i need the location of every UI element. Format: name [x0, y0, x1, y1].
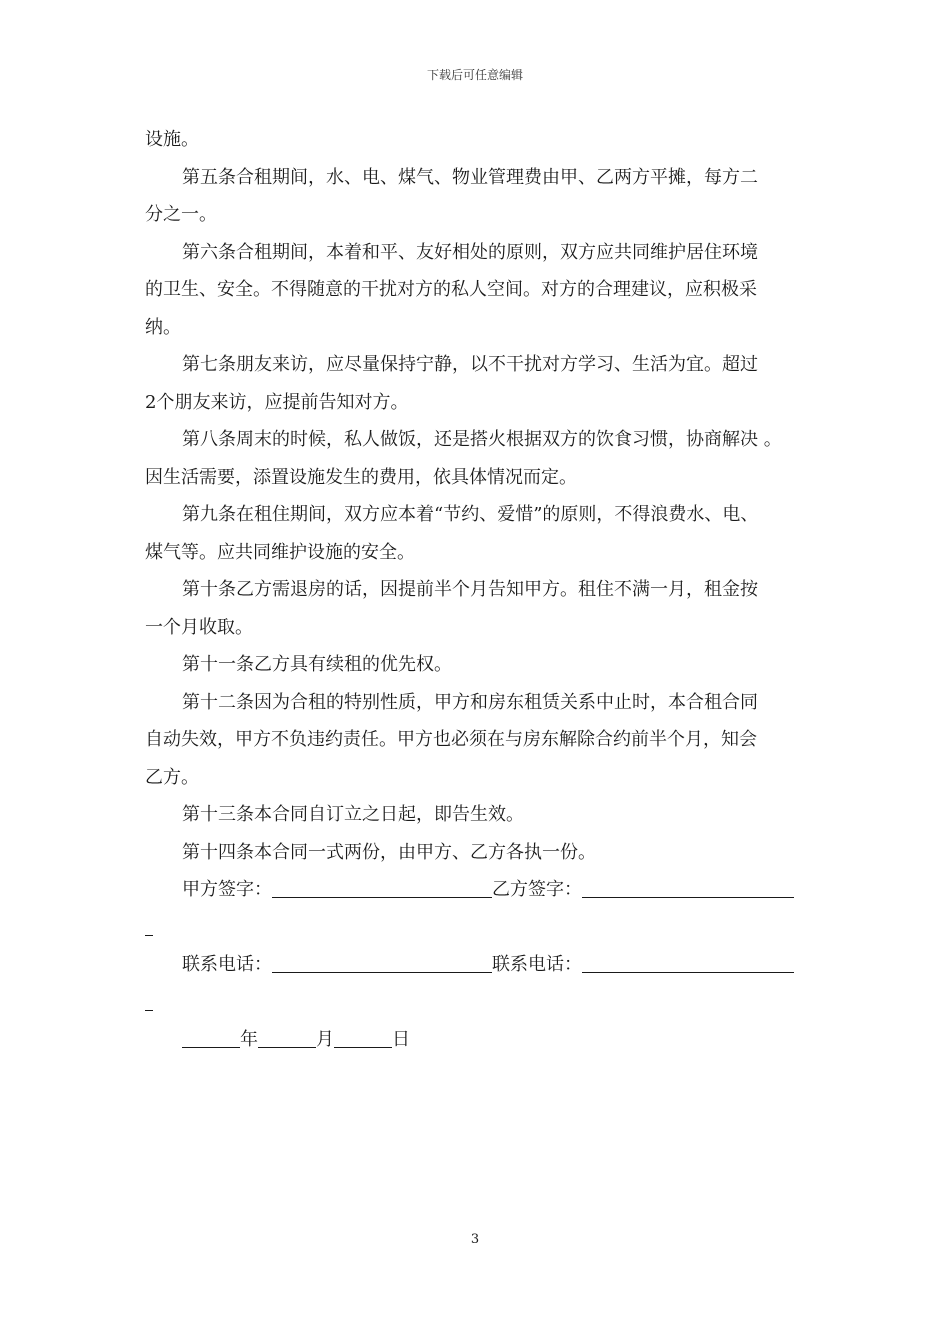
paragraph-line: 第五条合租期间，水、电、煤气、物业管理费由甲、乙两方平摊，每方二	[182, 166, 758, 188]
paragraph-line: 第十三条本合同自订立之日起，即告生效。	[182, 804, 524, 825]
paragraph-line: 乙方。	[145, 766, 199, 788]
clause-6	[145, 234, 815, 347]
clause-14	[145, 834, 815, 872]
clause-9	[145, 496, 815, 571]
paragraph-line: 的卫生、安全。不得随意的干扰对方的私人空间。对方的合理建议，应积极采	[145, 279, 757, 300]
party-b-signature-label: 乙方签字：	[492, 879, 582, 900]
month-blank	[258, 1027, 316, 1048]
party-a-phone-blank	[272, 952, 492, 973]
paragraph-line: 第八条周末的时候，私人做饭，还是搭火根据双方的饮食习惯，协商解决 。	[182, 429, 782, 450]
month-label: 月	[316, 1029, 334, 1050]
paragraph-line: 第六条合租期间，本着和平、友好相处的原则，双方应共同维护居住环境	[182, 241, 758, 263]
clause-10	[145, 571, 815, 646]
day-blank	[334, 1027, 392, 1048]
paragraph-line: 纳。	[145, 316, 181, 338]
phone-row	[145, 946, 815, 984]
paragraph-line: 自动失效，甲方不负违约责任。甲方也必须在与房东解除合约前半个月，知会	[145, 729, 757, 750]
paragraph-line: 煤气等。应共同维护设施的安全。	[145, 541, 415, 563]
paragraph-line: 第七条朋友来访，应尽量保持宁静，以不干扰对方学习、生活为宜。超过	[182, 354, 758, 375]
date-row	[145, 1021, 815, 1059]
paragraph-line: 第十二条因为合租的特别性质，甲方和房东租赁关系中止时，本合租合同	[182, 691, 758, 713]
underline-overflow	[145, 1010, 153, 1011]
signature-row	[145, 871, 815, 909]
underline-overflow	[145, 935, 153, 936]
party-a-phone-label: 联系电话：	[182, 954, 272, 975]
phone-row-wrap	[145, 984, 815, 1022]
clause-11	[145, 646, 815, 684]
party-b-phone-blank	[582, 952, 794, 973]
paragraph-line: 第十四条本合同一式两份，由甲方、乙方各执一份。	[182, 841, 596, 863]
paragraph-line: 第十一条乙方具有续租的优先权。	[182, 654, 452, 675]
clause-7	[145, 346, 815, 421]
paragraph-line: 2个朋友来访，应提前告知对方。	[145, 391, 409, 413]
signature-row-wrap	[145, 909, 815, 947]
page-number: 3	[470, 1232, 480, 1247]
paragraph-line: 第九条在租住期间，双方应本着“节约、爱惜”的原则，不得浪费水、电、	[182, 504, 759, 525]
day-label: 日	[392, 1029, 410, 1050]
paragraph-line: 第十条乙方需退房的话，因提前半个月告知甲方。租住不满一月，租金按	[182, 579, 758, 600]
year-blank	[182, 1027, 240, 1048]
paragraph-line: 因生活需要，添置设施发生的费用，依具体情况而定。	[145, 466, 577, 488]
paragraph-line: 一个月收取。	[145, 616, 253, 638]
party-b-phone-label: 联系电话：	[492, 954, 582, 975]
party-a-signature-blank	[272, 877, 492, 898]
paragraph-line: 分之一。	[145, 204, 217, 225]
clause-5	[145, 159, 815, 234]
party-b-signature-blank	[582, 877, 794, 898]
clause-13	[145, 796, 815, 834]
page-header: 下载后可任意编辑	[426, 68, 523, 82]
clause-12	[145, 684, 815, 797]
clause-8	[145, 421, 815, 496]
year-label: 年	[240, 1029, 258, 1050]
paragraph-continuation	[145, 121, 815, 159]
contract-body	[145, 121, 815, 1059]
paragraph-line: 设施。	[145, 129, 199, 150]
party-a-signature-label: 甲方签字：	[182, 879, 272, 900]
